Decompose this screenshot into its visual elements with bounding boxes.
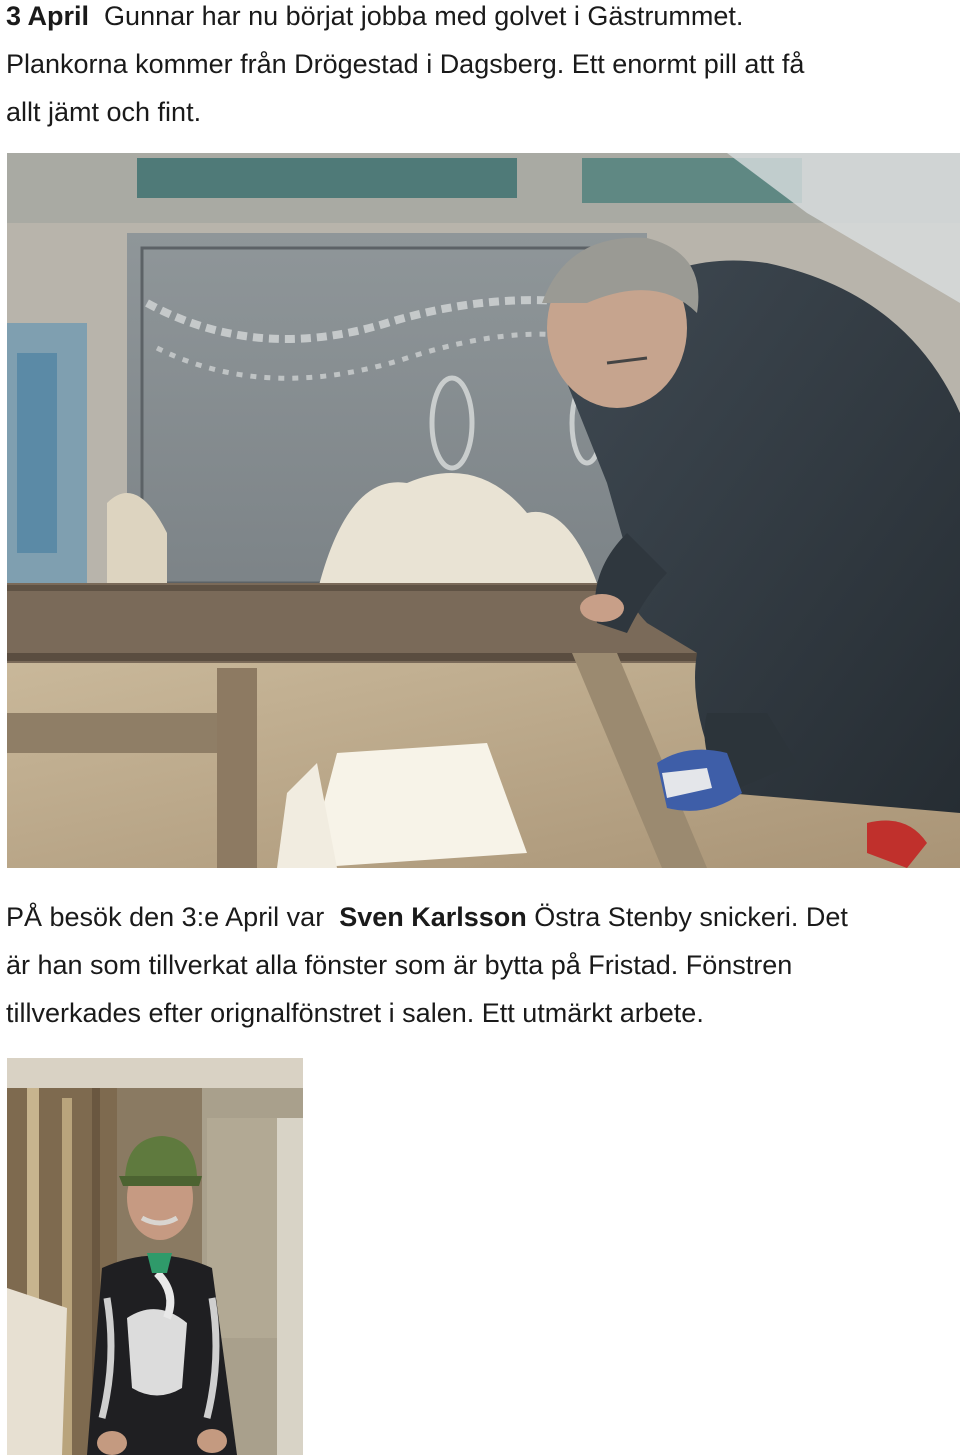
entry-line: Gunnar har nu börjat jobba med golvet i Gästrummet. <box>104 1 744 31</box>
visitor-name: Sven Karlsson <box>339 902 527 932</box>
entry-date: 3 April <box>6 1 90 31</box>
entry-line: är han som tillverkat alla fönster som är bytta på Fristad. Fönstren <box>6 950 793 980</box>
entry-line: tillverkades efter orignalfönstret i salen. Ett utmärkt arbete. <box>6 998 704 1028</box>
entry-text-floor <box>6 0 951 136</box>
entry-line: allt jämt och fint. <box>6 97 202 127</box>
photo-visitor-portrait <box>7 1058 303 1455</box>
photo-floor-work <box>7 153 960 868</box>
entry-line: Östra Stenby snickeri. Det <box>534 902 848 932</box>
entry-line: PÅ besök den 3:e April var <box>6 902 325 932</box>
entry-line: Plankorna kommer från Drögestad i Dagsberg. Ett enormt pill att få <box>6 49 805 79</box>
entry-text-visit <box>6 893 951 1037</box>
